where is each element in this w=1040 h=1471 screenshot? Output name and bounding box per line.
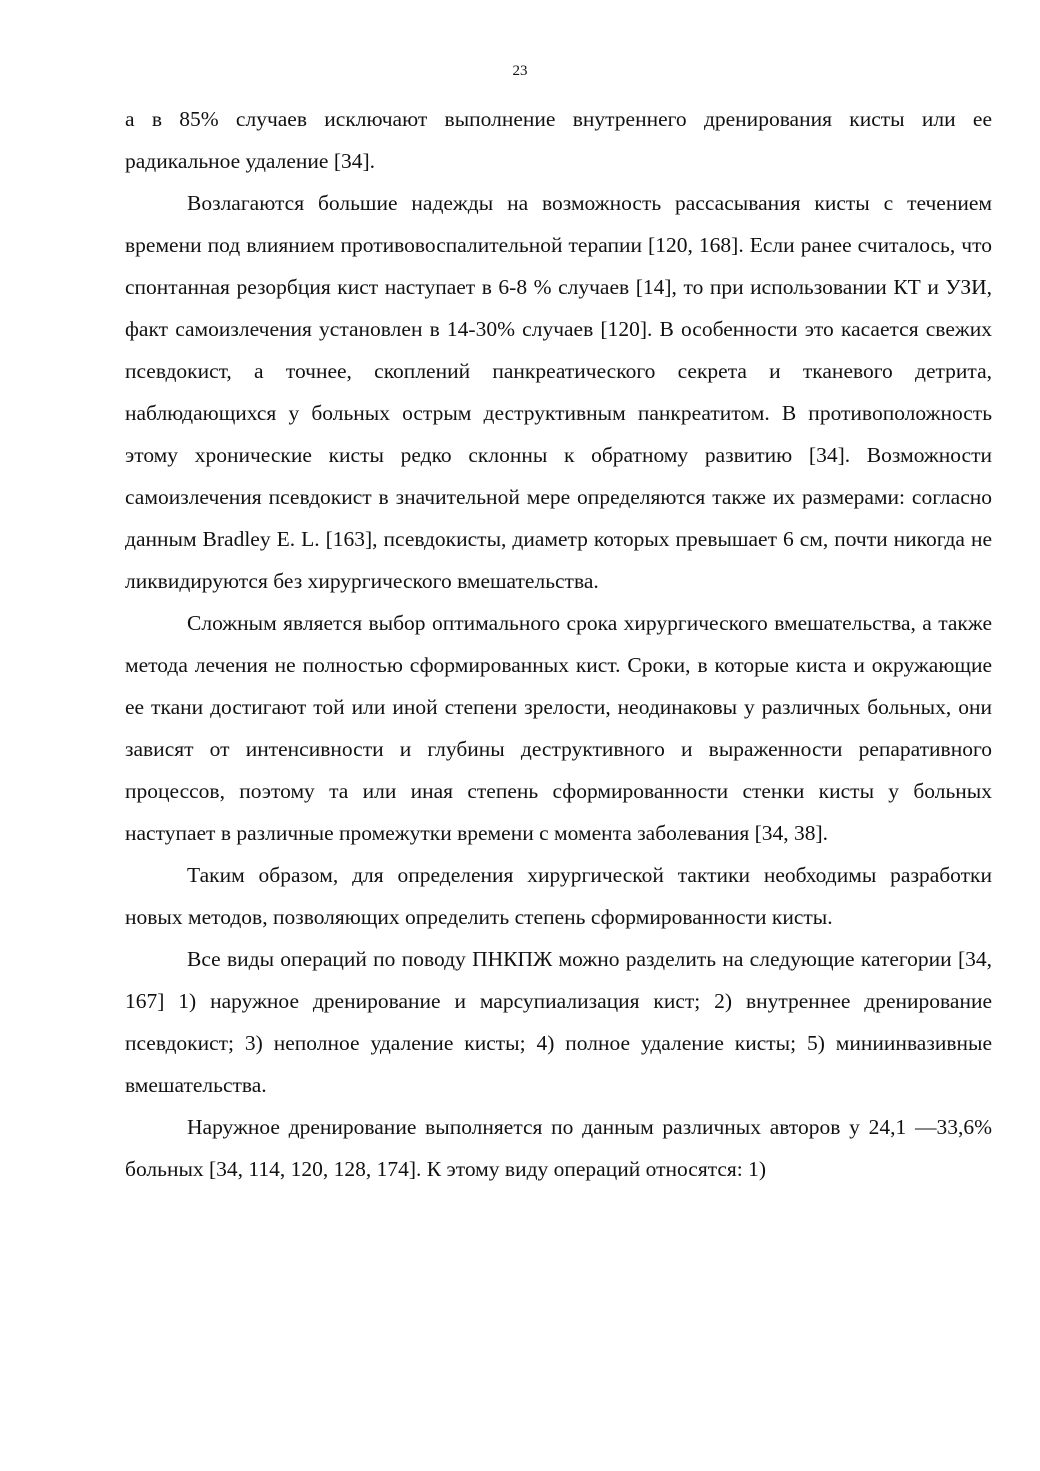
paragraph-4: Таким образом, для определения хирургической тактики необходимы разработки новых методов, позволяющих определить степень сформированности кисты.: [125, 863, 992, 929]
paragraph-5: Все виды операций по поводу ПНКПЖ можно разделить на следующие категории [34, 167] 1) наружное дренирование и марсупиализация кист; 2) внутреннее дренирование псевдокист; 3) неполное удаление кисты; 4) полное удаление кисты; 5) миниинвазивные вмешательства.: [125, 947, 992, 1097]
document-body: [125, 98, 992, 1190]
paragraph-1: а в 85% случаев исключают выполнение внутреннего дренирования кисты или ее радикальное удаление [34].: [125, 107, 992, 173]
paragraph-6: Наружное дренирование выполняется по данным различных авторов у 24,1 —33,6% больных [34, 114, 120, 128, 174]. К этому виду операций относятся: 1): [125, 1115, 992, 1181]
page-number: 23: [512, 63, 528, 79]
paragraph-3: Сложным является выбор оптимального срока хирургического вмешательства, а также метода лечения не полностью сформированных кист. Сроки, в которые киста и окружающие ее ткани достигают той или иной степени зрелости, неодинаковы у различных больных, они зависят от интенсивности и глубины деструктивного и выраженности репаративного процессов, поэтому та или иная степень сформированности стенки кисты у больных наступает в различные промежутки времени с момента заболевания [34, 38].: [125, 611, 992, 845]
paragraph-2: Возлагаются большие надежды на возможность рассасывания кисты с течением времени под влиянием противовоспалительной терапии [120, 168]. Если ранее считалось, что спонтанная резорбция кист наступает в 6-8 % случаев [14], то при использовании КТ и УЗИ, факт самоизлечения установлен в 14-30% случаев [120]. В особенности это касается свежих псевдокист, а точнее, скоплений панкреатического секрета и тканевого детрита, наблюдающихся у больных острым деструктивным панкреатитом. В противоположность этому хронические кисты редко склонны к обратному развитию [34]. Возможности самоизлечения псевдокист в значительной мере определяются также их размерами: согласно данным Bradley E. L. [163], псевдокисты, диаметр которых превышает 6 см, почти никогда не ликвидируются без хирургического вмешательства.: [125, 191, 992, 593]
